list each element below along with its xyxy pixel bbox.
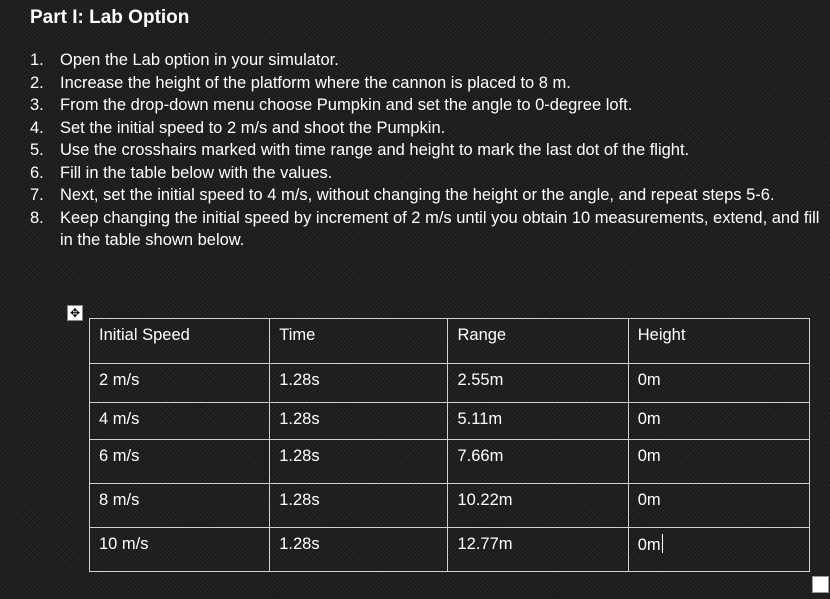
list-item	[30, 139, 820, 162]
step-number: 1.	[30, 51, 44, 69]
step-number: 2.	[30, 73, 44, 92]
cell-time[interactable]: 1.28s	[270, 403, 448, 440]
cell-initial-speed[interactable]: 10 m/s	[90, 528, 270, 572]
cell-height[interactable]: 0m	[628, 484, 809, 528]
cell-time[interactable]: 1.28s	[270, 484, 448, 528]
step-number: 7.	[30, 186, 44, 204]
cell-range[interactable]: 2.55m	[448, 364, 628, 403]
list-item	[30, 94, 820, 117]
step-number: 6.	[30, 163, 44, 182]
list-item	[30, 207, 820, 252]
cell-time[interactable]: 1.28s	[270, 440, 448, 484]
cell-height-value: 0m	[637, 536, 661, 554]
page-title: Part I: Lab Option	[30, 7, 190, 28]
table-row	[90, 528, 810, 572]
table-row	[90, 440, 810, 484]
step-text: Next, set the initial speed to 4 m/s, without changing the height or the angle, and repeat steps 5-6.	[60, 186, 775, 204]
cell-range[interactable]: 7.66m	[448, 440, 628, 484]
cell-range[interactable]: 12.77m	[448, 528, 628, 572]
cell-range[interactable]: 10.22m	[448, 484, 628, 528]
cell-initial-speed[interactable]: 8 m/s	[90, 484, 270, 528]
step-number: 3.	[30, 96, 44, 114]
table-row	[90, 484, 810, 528]
list-item	[30, 162, 820, 185]
cell-height[interactable]: 0m	[628, 364, 809, 403]
step-text: Use the crosshairs marked with time range and height to mark the last dot of the flight.	[60, 141, 690, 159]
data-table	[89, 318, 810, 572]
cell-initial-speed[interactable]: 6 m/s	[90, 440, 270, 484]
move-arrows-icon[interactable]: ✥	[67, 305, 83, 321]
resize-handle[interactable]	[812, 576, 829, 593]
step-text: From the drop-down menu choose Pumpkin and set the angle to 0-degree loft.	[60, 96, 633, 114]
column-header-height[interactable]: Height	[628, 319, 809, 364]
instruction-list	[30, 49, 820, 252]
step-text: Increase the height of the platform where the cannon is placed to 8 m.	[60, 73, 571, 92]
step-text: Fill in the table below with the values.	[60, 163, 333, 182]
column-header-time[interactable]: Time	[270, 319, 448, 364]
list-item	[30, 72, 820, 95]
table-row	[90, 364, 810, 403]
column-header-range[interactable]: Range	[448, 319, 628, 364]
table-header-row	[90, 319, 810, 364]
list-item	[30, 49, 820, 72]
text-cursor	[662, 534, 663, 553]
column-header-initial-speed[interactable]: Initial Speed	[90, 319, 270, 364]
cell-initial-speed[interactable]: 2 m/s	[90, 364, 270, 403]
step-text: Set the initial speed to 2 m/s and shoot the Pumpkin.	[60, 118, 446, 137]
list-item	[30, 117, 820, 140]
cell-time[interactable]: 1.28s	[270, 364, 448, 403]
cell-initial-speed[interactable]: 4 m/s	[90, 403, 270, 440]
step-number: 4.	[30, 118, 44, 137]
cell-height-active[interactable]	[628, 528, 809, 572]
step-text: Open the Lab option in your simulator.	[60, 51, 339, 69]
table-row	[90, 403, 810, 440]
cell-time[interactable]: 1.28s	[270, 528, 448, 572]
cell-range[interactable]: 5.11m	[448, 403, 628, 440]
cell-height[interactable]: 0m	[628, 440, 809, 484]
list-item	[30, 184, 820, 207]
step-number: 8.	[30, 208, 44, 227]
step-text: Keep changing the initial speed by increment of 2 m/s until you obtain 10 measurements, extend, and fill in the table shown below.	[60, 208, 820, 249]
cell-height[interactable]: 0m	[628, 403, 809, 440]
step-number: 5.	[30, 141, 44, 159]
